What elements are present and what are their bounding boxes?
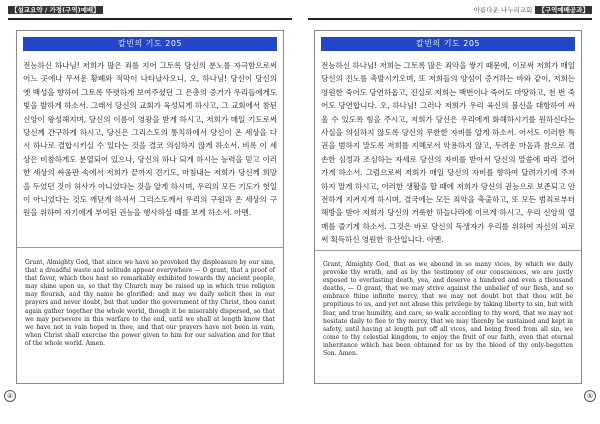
right-prayer-box	[314, 30, 582, 384]
left-divider	[17, 247, 283, 248]
left-prayer-title: 칼빈의 기도 205	[23, 37, 277, 51]
left-header-label: 【설교요약 / 가정(구역)예배】	[8, 5, 103, 15]
right-header-church: 아름다운 나누리교회	[473, 6, 533, 14]
left-prayer-box	[16, 30, 284, 384]
right-english-prayer: Grant, Almighty God, that as we abound in so many vices, by which we daily provoke thy wrath, and as by the testimony of our consciences, we are justly exposed to everlasting death, yea, and deserve a hundred and even a thousand deaths, — O grant, that we may strive against the unbelief of our flesh, and so embrace thine infinite mercy, that we may not doubt but that thou wilt be propitious to us, and yet not abuse this privilege by taking liberty to sin, but with fear, and true humility, and care, so walk according to thy word, that we may not hesitate daily to flee to thy mercy, that we may thereby be sustained and kept in safety, until having at length put off all vices, and being freed from all sin, we come to thy celestial kingdom, to enjoy the fruit of our faith, even that eternal inheritance which has been obtained for us by the blood of thy only-begotten Son. Amen.	[323, 261, 573, 358]
right-prayer-title: 칼빈의 기도 205	[321, 37, 575, 51]
left-korean-prayer: 전능하신 하나님! 저희가 많은 죄를 지어 그토록 당신의 분노를 자극함으로써 어느 곳에나 무서운 황폐와 적막이 나타났사오니, 오, 하나님! 당신이 당신의 옛 백성을 향하여 그토록 뚜렷하게 보여주셨던 그 은총의 증거가 우리들에게도 빛을 발하게 하소서. 그래서 당신의 교회가 육성되게 하시고, 그 교회에서 참된 신앙이 왕성해지며, 당신의 이름이 영광을 받게 하시고, 저희가 매일 기도로써 당신께 간구하게 하시고, 당신은 그리스도의 통치하에서 당신이 온 세상을 다시 하나로 결합시키실 수 있다는 것을 결코 의심하지 않게 하소서. 비록 이 세상은 비참하게도 분열되어 있으나, 당신의 하나 되게 하시는 능력을 믿고 이러한 세상의 싸움판 속에서 저희가 끝까지 견기도, 마침내는 저희가 당신께 희망을 두었던 것이 허사가 아니었다는 것을 알게 하시며, 우리의 모든 기도가 헛일이 아니었다는 것도 깨닫게 하셔서 그리스도께서 우리의 구원과 온 세상의 구원을 위하여 자기에게 부여된 권능을 행사하실 때를 보게 하소서. 아멘.	[23, 61, 277, 218]
right-page	[300, 0, 600, 424]
right-header-tag: 【구역예배공과】	[535, 6, 592, 14]
left-header-rule	[8, 18, 292, 20]
right-page-number: ⑤	[584, 390, 596, 402]
right-header-label	[474, 5, 592, 15]
right-korean-prayer: 전능하신 하나님! 저희는 그토록 많은 죄악을 쌓기 때문에, 이로써 저희가 매일 당신의 진노를 촉발시키오며, 또 저희들의 양심이 증거하는 바와 같이, 저희는 영원한 죽어도 당연하옵고, 진실로 저희는 백번이나 죽어도 마땅하고, 천 번 죽어도 당연합니다. 오, 하나님! 그러나 저희가 우리 육신의 불신을 대항하여 싸울 수 있도록 힘을 주시고, 저희가 당신은 우리에게 화해하시기를 원하신다는 사실을 의심하지 않도록 당신의 무한한 자비를 알게 하소서. 어서도 이러한 특권을 범하지 말도록 저희를 지혜로서 악용하지 않고, 두려운 마음과 참으로 겸손한 심정과 조심하는 자세로 당신의 자비를 받아서 당신의 말씀에 따라 걸어가게 하소서. 그럼으로써 저희가 매일 당신의 자비를 향하여 달려가기에 주저하지 말게 하시고, 이러한 생활을 할 때에 저희가 당신의 권능으로 보존되고 안전하게 지켜지게 하시며, 결국에는 모든 죄악을 축출하고, 또 모든 범죄로부터 해방을 받아 저희가 당신의 거룩한 하늘나라에 이르게 하시고, 우리 신앙의 열매를 즐기게 하소서. 그것은 바로 당신의 독생자가 우리를 위하여 자신의 피로써 획득하신 영원한 유산입니다. 아멘.	[321, 61, 575, 245]
left-page-number: ④	[4, 390, 16, 402]
left-english-prayer: Grant, Almighty God, that since we have so provoked thy displeasure by our sins, that a dreadful waste and solitude appear everywhere — O grant, that a proof of that favor, which thou hast so remarkably exhibited towards thy ancient people, may shine upon us, so that thy Church may be raised up in which true religion may flourish, and thy name be glorified; and may we daily solicit thee in our prayers and never doubt, but that under the government of thy Christ, thou canst again gather together the whole world, though it be miserably dispersed, so that we may persevere in this warfare to the end, until we shall at length know that we have not in vain hoped in thee, and that our prayers have not been in vain, when Christ shall exercise the power given to him for our salvation and for that of the whole world. Amen.	[25, 259, 275, 347]
right-divider	[315, 250, 581, 251]
right-header-rule	[308, 18, 592, 20]
